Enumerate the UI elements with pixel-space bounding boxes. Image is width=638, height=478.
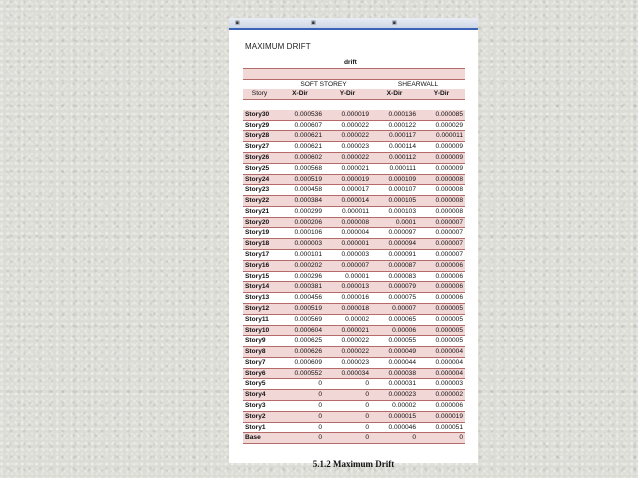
drift-value: 0.000602 bbox=[276, 153, 324, 164]
drift-value: 0.000105 bbox=[371, 196, 418, 207]
drift-table bbox=[243, 58, 465, 444]
story-label: Story21 bbox=[243, 206, 276, 217]
col-y-dir-soft: Y-Dir bbox=[324, 89, 371, 99]
drift-value: 0.000001 bbox=[324, 239, 371, 250]
table-row bbox=[243, 422, 465, 433]
blank-row bbox=[243, 68, 465, 79]
drift-value: 0.00001 bbox=[324, 271, 371, 282]
drift-value: 0 bbox=[276, 411, 324, 422]
drift-value: 0.000075 bbox=[371, 293, 418, 304]
group-header-row bbox=[243, 79, 465, 89]
table-row bbox=[243, 368, 465, 379]
drift-value: 0.000006 bbox=[418, 400, 465, 411]
story-label: Story23 bbox=[243, 185, 276, 196]
drift-value: 0.000009 bbox=[418, 142, 465, 153]
drift-value: 0.000014 bbox=[324, 196, 371, 207]
drift-value: 0.000021 bbox=[324, 163, 371, 174]
drift-value: 0.000029 bbox=[418, 120, 465, 131]
story-label: Story18 bbox=[243, 239, 276, 250]
drift-value: 0.000004 bbox=[418, 357, 465, 368]
drift-value: 0.000519 bbox=[276, 174, 324, 185]
drift-value: 0.000087 bbox=[371, 260, 418, 271]
drift-value: 0 bbox=[276, 379, 324, 390]
story-label: Story20 bbox=[243, 217, 276, 228]
table-row bbox=[243, 120, 465, 131]
story-label: Story9 bbox=[243, 336, 276, 347]
drift-value: 0.000621 bbox=[276, 131, 324, 142]
drift-value: 0.000626 bbox=[276, 347, 324, 358]
drift-value: 0.000456 bbox=[276, 293, 324, 304]
drift-value: 0.000009 bbox=[418, 153, 465, 164]
drift-value: 0.000621 bbox=[276, 142, 324, 153]
story-label: Story10 bbox=[243, 325, 276, 336]
table-row bbox=[243, 271, 465, 282]
table-row bbox=[243, 379, 465, 390]
drift-value: 0 bbox=[324, 390, 371, 401]
table-row bbox=[243, 411, 465, 422]
table-row bbox=[243, 390, 465, 401]
toolbar-mark: ▣ bbox=[235, 20, 240, 26]
drift-value: 0.000013 bbox=[324, 282, 371, 293]
drift-value: 0.000085 bbox=[418, 110, 465, 120]
drift-value: 0.000065 bbox=[371, 314, 418, 325]
story-label: Story27 bbox=[243, 142, 276, 153]
drift-value: 0.000022 bbox=[324, 336, 371, 347]
slide-image bbox=[229, 18, 478, 469]
drift-value: 0.000079 bbox=[371, 282, 418, 293]
drift-value: 0.000008 bbox=[324, 217, 371, 228]
table-row bbox=[243, 153, 465, 164]
story-label: Story12 bbox=[243, 303, 276, 314]
drift-value: 0.000003 bbox=[418, 379, 465, 390]
drift-value: 0.000103 bbox=[371, 206, 418, 217]
table-row bbox=[243, 325, 465, 336]
story-label: Story19 bbox=[243, 228, 276, 239]
drift-value: 0.000038 bbox=[371, 368, 418, 379]
drift-value: 0.000006 bbox=[418, 260, 465, 271]
drift-value: 0.000004 bbox=[324, 228, 371, 239]
drift-value: 0.000007 bbox=[418, 217, 465, 228]
drift-value: 0.000003 bbox=[324, 250, 371, 261]
drift-value: 0.000604 bbox=[276, 325, 324, 336]
drift-value: 0 bbox=[276, 433, 324, 444]
drift-value: 0.000112 bbox=[371, 153, 418, 164]
drift-value: 0.000005 bbox=[418, 303, 465, 314]
drift-value: 0.0001 bbox=[371, 217, 418, 228]
table-row bbox=[243, 303, 465, 314]
drift-value: 0.000005 bbox=[418, 314, 465, 325]
table-row bbox=[243, 217, 465, 228]
drift-value: 0.000019 bbox=[324, 110, 371, 120]
drift-value: 0.000002 bbox=[418, 390, 465, 401]
col-x-dir-shear: X-Dir bbox=[371, 89, 418, 99]
story-label: Story8 bbox=[243, 347, 276, 358]
drift-value: 0.000107 bbox=[371, 185, 418, 196]
table-row bbox=[243, 163, 465, 174]
drift-value: 0 bbox=[324, 433, 371, 444]
drift-value: 0 bbox=[418, 433, 465, 444]
drift-value: 0.000022 bbox=[324, 153, 371, 164]
drift-value: 0.000536 bbox=[276, 110, 324, 120]
story-label: Story3 bbox=[243, 400, 276, 411]
drift-value: 0.000083 bbox=[371, 271, 418, 282]
table-row bbox=[243, 293, 465, 304]
table-row bbox=[243, 185, 465, 196]
table-row bbox=[243, 228, 465, 239]
story-label: Story5 bbox=[243, 379, 276, 390]
story-label: Story30 bbox=[243, 110, 276, 120]
drift-value: 0.000015 bbox=[371, 411, 418, 422]
drift-value: 0.000206 bbox=[276, 217, 324, 228]
header-drift-row bbox=[243, 58, 465, 68]
story-label: Story11 bbox=[243, 314, 276, 325]
drift-value: 0.000003 bbox=[276, 239, 324, 250]
table-row bbox=[243, 142, 465, 153]
drift-value: 0.000017 bbox=[324, 185, 371, 196]
drift-value: 0.000031 bbox=[371, 379, 418, 390]
figure-caption: 5.1.2 Maximum Drift bbox=[312, 459, 395, 469]
story-label: Story13 bbox=[243, 293, 276, 304]
table-row bbox=[243, 239, 465, 250]
soft-storey-header: SOFT STOREY bbox=[276, 79, 371, 89]
drift-value: 0 bbox=[276, 400, 324, 411]
drift-value: 0.000101 bbox=[276, 250, 324, 261]
drift-value: 0.000023 bbox=[371, 390, 418, 401]
drift-value: 0.000019 bbox=[324, 174, 371, 185]
table-row bbox=[243, 206, 465, 217]
drift-value: 0.000019 bbox=[418, 411, 465, 422]
drift-value: 0.000005 bbox=[418, 325, 465, 336]
story-label: Story28 bbox=[243, 131, 276, 142]
drift-value: 0.000044 bbox=[371, 357, 418, 368]
col-story: Story bbox=[243, 89, 276, 99]
story-label: Story24 bbox=[243, 174, 276, 185]
table-row bbox=[243, 282, 465, 293]
story-label: Story17 bbox=[243, 250, 276, 261]
drift-value: 0.000381 bbox=[276, 282, 324, 293]
story-label: Base bbox=[243, 433, 276, 444]
table-row bbox=[243, 260, 465, 271]
drift-value: 0 bbox=[276, 422, 324, 433]
drift-value: 0.000625 bbox=[276, 336, 324, 347]
drift-value: 0 bbox=[324, 411, 371, 422]
drift-value: 0.000007 bbox=[324, 260, 371, 271]
drift-value: 0.000034 bbox=[324, 368, 371, 379]
drift-value: 0.00002 bbox=[371, 400, 418, 411]
drift-value: 0 bbox=[324, 400, 371, 411]
table-row bbox=[243, 433, 465, 444]
drift-value: 0.000016 bbox=[324, 293, 371, 304]
drift-value: 0.000004 bbox=[418, 347, 465, 358]
drift-value: 0.000008 bbox=[418, 206, 465, 217]
drift-value: 0 bbox=[324, 379, 371, 390]
drift-value: 0.000296 bbox=[276, 271, 324, 282]
story-label: Story4 bbox=[243, 390, 276, 401]
table-row bbox=[243, 110, 465, 120]
toolbar-strip bbox=[229, 18, 478, 30]
toolbar-mark: ▣ bbox=[392, 20, 397, 26]
story-label: Story14 bbox=[243, 282, 276, 293]
drift-value: 0.000008 bbox=[418, 185, 465, 196]
table-row bbox=[243, 400, 465, 411]
drift-value: 0.000008 bbox=[418, 174, 465, 185]
drift-value: 0.000022 bbox=[324, 120, 371, 131]
drift-value: 0.000097 bbox=[371, 228, 418, 239]
drift-value: 0.000136 bbox=[371, 110, 418, 120]
drift-value: 0.00007 bbox=[371, 303, 418, 314]
drift-value: 0.000022 bbox=[324, 347, 371, 358]
story-label: Story29 bbox=[243, 120, 276, 131]
drift-value: 0.000008 bbox=[418, 196, 465, 207]
table-row bbox=[243, 314, 465, 325]
drift-value: 0.000007 bbox=[418, 239, 465, 250]
drift-value: 0 bbox=[276, 390, 324, 401]
drift-value: 0.000384 bbox=[276, 196, 324, 207]
drift-value: 0.000006 bbox=[418, 282, 465, 293]
story-label: Story16 bbox=[243, 260, 276, 271]
drift-value: 0.000006 bbox=[418, 293, 465, 304]
drift-value: 0 bbox=[324, 422, 371, 433]
drift-value: 0.000106 bbox=[276, 228, 324, 239]
col-x-dir-soft: X-Dir bbox=[276, 89, 324, 99]
drift-value: 0.000005 bbox=[418, 336, 465, 347]
shearwall-header: SHEARWALL bbox=[371, 79, 465, 89]
drift-value: 0.000023 bbox=[324, 142, 371, 153]
drift-value: 0.00002 bbox=[324, 314, 371, 325]
table-row bbox=[243, 336, 465, 347]
drift-value: 0.000114 bbox=[371, 142, 418, 153]
drift-value: 0.000022 bbox=[324, 131, 371, 142]
col-y-dir-shear: Y-Dir bbox=[418, 89, 465, 99]
drift-value: 0.000011 bbox=[418, 131, 465, 142]
drift-value: 0.000007 bbox=[418, 250, 465, 261]
drift-value: 0.000018 bbox=[324, 303, 371, 314]
story-label: Story2 bbox=[243, 411, 276, 422]
drift-value: 0.000519 bbox=[276, 303, 324, 314]
drift-header: drift bbox=[324, 58, 465, 68]
page-title: MAXIMUM DRIFT bbox=[245, 42, 311, 51]
story-label: Story15 bbox=[243, 271, 276, 282]
drift-value: 0.000117 bbox=[371, 131, 418, 142]
drift-value: 0.000007 bbox=[418, 228, 465, 239]
drift-value: 0.000122 bbox=[371, 120, 418, 131]
table-row bbox=[243, 131, 465, 142]
drift-value: 0.000299 bbox=[276, 206, 324, 217]
table-row bbox=[243, 347, 465, 358]
toolbar-mark: ▣ bbox=[311, 20, 316, 26]
drift-value: 0.000004 bbox=[418, 368, 465, 379]
story-label: Story25 bbox=[243, 163, 276, 174]
drift-value: 0.000009 bbox=[418, 163, 465, 174]
drift-value: 0.000458 bbox=[276, 185, 324, 196]
story-label: Story1 bbox=[243, 422, 276, 433]
drift-value: 0.000202 bbox=[276, 260, 324, 271]
drift-value: 0.000609 bbox=[276, 357, 324, 368]
drift-value: 0.000569 bbox=[276, 314, 324, 325]
story-label: Story7 bbox=[243, 357, 276, 368]
story-label: Story22 bbox=[243, 196, 276, 207]
table-row bbox=[243, 174, 465, 185]
drift-value: 0.000109 bbox=[371, 174, 418, 185]
drift-value: 0.000091 bbox=[371, 250, 418, 261]
drift-value: 0.000011 bbox=[324, 206, 371, 217]
drift-value: 0.000006 bbox=[418, 271, 465, 282]
table-row bbox=[243, 196, 465, 207]
drift-value: 0.000568 bbox=[276, 163, 324, 174]
drift-value: 0.000046 bbox=[371, 422, 418, 433]
column-header-row bbox=[243, 89, 465, 99]
drift-value: 0.000055 bbox=[371, 336, 418, 347]
drift-value: 0.000023 bbox=[324, 357, 371, 368]
spacer-row bbox=[243, 100, 465, 110]
drift-value: 0.000021 bbox=[324, 325, 371, 336]
drift-value: 0 bbox=[371, 433, 418, 444]
drift-value: 0.000049 bbox=[371, 347, 418, 358]
drift-value: 0.000607 bbox=[276, 120, 324, 131]
drift-value: 0.000552 bbox=[276, 368, 324, 379]
story-label: Story26 bbox=[243, 153, 276, 164]
drift-value: 0.000051 bbox=[418, 422, 465, 433]
table-row bbox=[243, 250, 465, 261]
drift-value: 0.000111 bbox=[371, 163, 418, 174]
drift-value: 0.000094 bbox=[371, 239, 418, 250]
table-row bbox=[243, 357, 465, 368]
story-label: Story6 bbox=[243, 368, 276, 379]
drift-value: 0.00006 bbox=[371, 325, 418, 336]
